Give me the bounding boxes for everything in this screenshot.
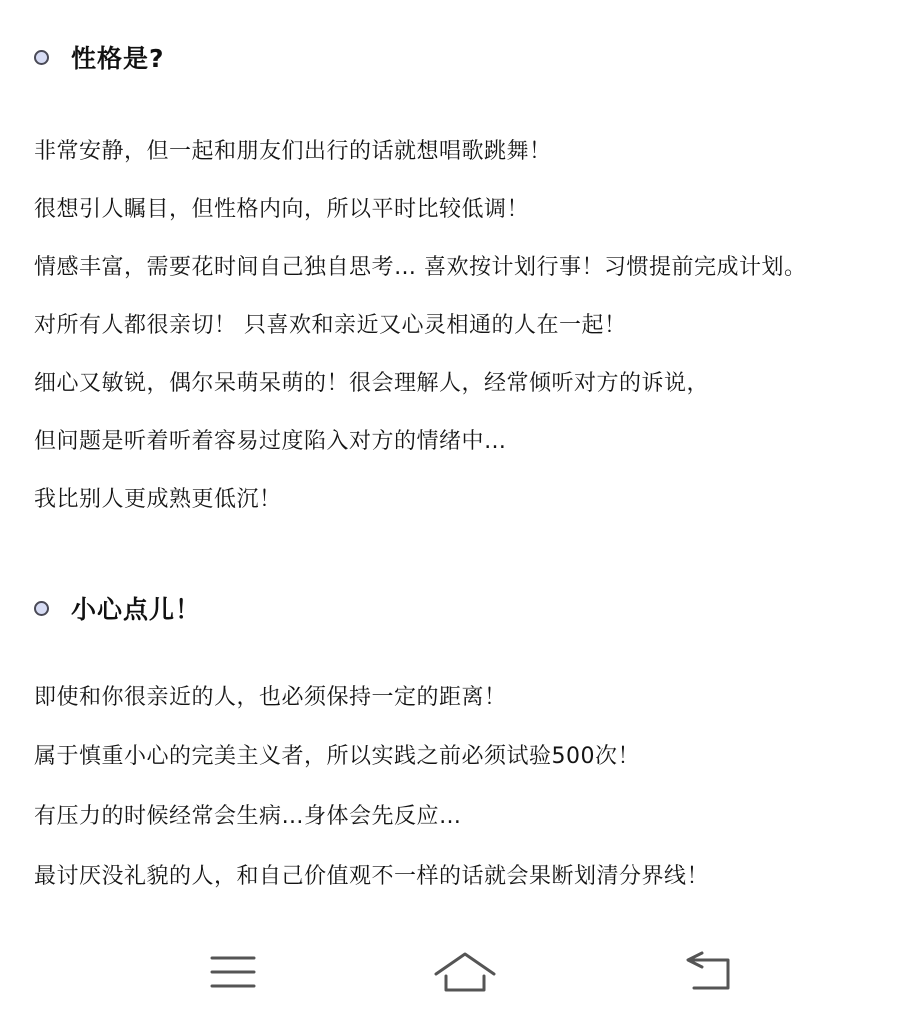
text-line: 细心又敏锐，偶尔呆萌呆萌的！很会理解人，经常倾听对方的诉说， bbox=[34, 371, 710, 396]
section-title: 小心点儿！ bbox=[71, 595, 202, 624]
back-icon bbox=[684, 950, 734, 994]
navigation-bar bbox=[0, 930, 903, 1024]
section-header-personality bbox=[34, 37, 165, 77]
home-button[interactable] bbox=[420, 942, 510, 1002]
circle-bullet-icon bbox=[34, 601, 49, 616]
text-line: 对所有人都很亲切！ 只喜欢和亲近又心灵相通的人在一起！ bbox=[34, 313, 627, 338]
menu-icon bbox=[209, 952, 257, 992]
section-header-caution bbox=[34, 588, 201, 628]
circle-bullet-icon bbox=[34, 50, 49, 65]
text-line: 属于慎重小心的完美主义者，所以实践之前必须试验500次！ bbox=[34, 744, 640, 769]
section-title: 性格是? bbox=[71, 44, 165, 73]
menu-button[interactable] bbox=[188, 942, 278, 1002]
text-line: 我比别人更成熟更低沉！ bbox=[34, 487, 282, 512]
text-line: 但问题是听着听着容易过度陷入对方的情绪中… bbox=[34, 429, 507, 454]
text-line: 即使和你很亲近的人，也必须保持一定的距离！ bbox=[34, 685, 507, 710]
text-line: 有压力的时候经常会生病…身体会先反应… bbox=[34, 804, 462, 829]
back-button[interactable] bbox=[664, 942, 754, 1002]
text-line: 最讨厌没礼貌的人，和自己价值观不一样的话就会果断划清分界线！ bbox=[34, 864, 710, 889]
text-line: 非常安静，但一起和朋友们出行的话就想唱歌跳舞！ bbox=[34, 139, 552, 164]
home-icon bbox=[433, 950, 497, 994]
text-line: 情感丰富，需要花时间自己独自思考… 喜欢按计划行事！习惯提前完成计划。 bbox=[34, 255, 807, 280]
text-line: 很想引人瞩目，但性格内向，所以平时比较低调！ bbox=[34, 197, 530, 222]
